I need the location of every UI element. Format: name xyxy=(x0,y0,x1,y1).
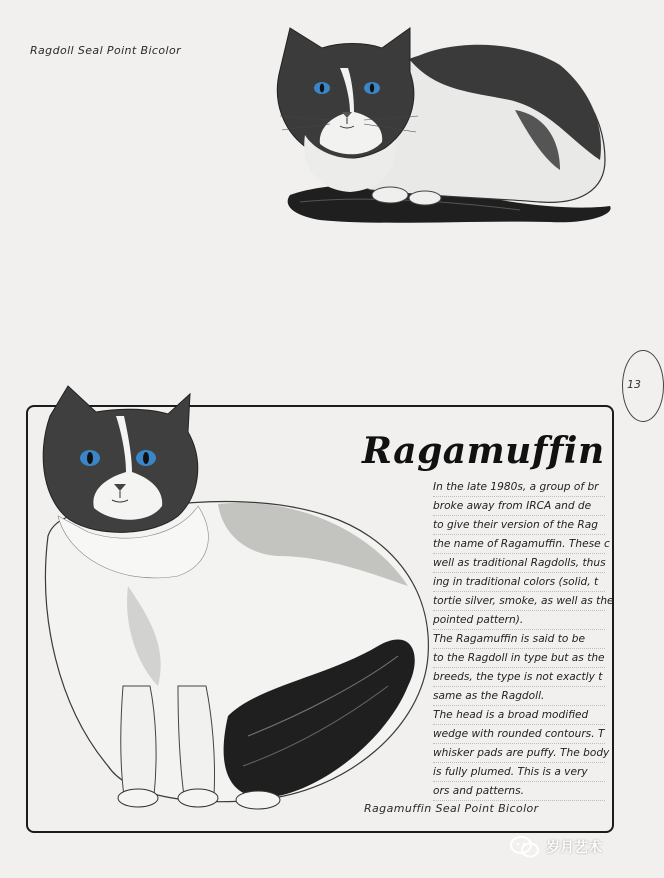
body-line: ors and patterns. xyxy=(433,782,605,801)
page-number: 13 xyxy=(627,378,641,391)
body-line: ing in traditional colors (solid, t xyxy=(433,573,605,592)
wechat-icon xyxy=(510,836,540,858)
body-line: the name of Ragamuffin. These c xyxy=(433,535,605,554)
body-line: In the late 1980s, a group of br xyxy=(433,478,605,497)
body-line: broke away from IRCA and de xyxy=(433,497,605,516)
body-line: is fully plumed. This is a very xyxy=(433,763,605,782)
watermark-text: 岁月艺术 xyxy=(546,840,602,856)
body-text xyxy=(433,478,614,797)
body-line: pointed pattern). xyxy=(433,611,605,630)
ragdoll-seal-point-bicolor-drawing xyxy=(260,20,630,230)
body-line: same as the Ragdoll. xyxy=(433,687,605,706)
top-caption: Ragdoll Seal Point Bicolor xyxy=(30,44,182,57)
body-line: The head is a broad modified xyxy=(433,706,605,725)
body-line: breeds, the type is not exactly t xyxy=(433,668,605,687)
body-line: to the Ragdoll in type but as the xyxy=(433,649,605,668)
body-line: tortie silver, smoke, as well as the xyxy=(433,592,605,611)
body-line: The Ragamuffin is said to be xyxy=(433,630,605,649)
article-title: Ragamuffin xyxy=(362,430,605,472)
body-line: to give their version of the Rag xyxy=(433,516,605,535)
bottom-caption: Ragamuffin Seal Point Bicolor xyxy=(364,802,539,815)
body-line: whisker pads are puffy. The body xyxy=(433,744,605,763)
watermark xyxy=(510,836,602,858)
body-line: wedge with rounded contours. T xyxy=(433,725,605,744)
body-line: well as traditional Ragdolls, thus xyxy=(433,554,605,573)
